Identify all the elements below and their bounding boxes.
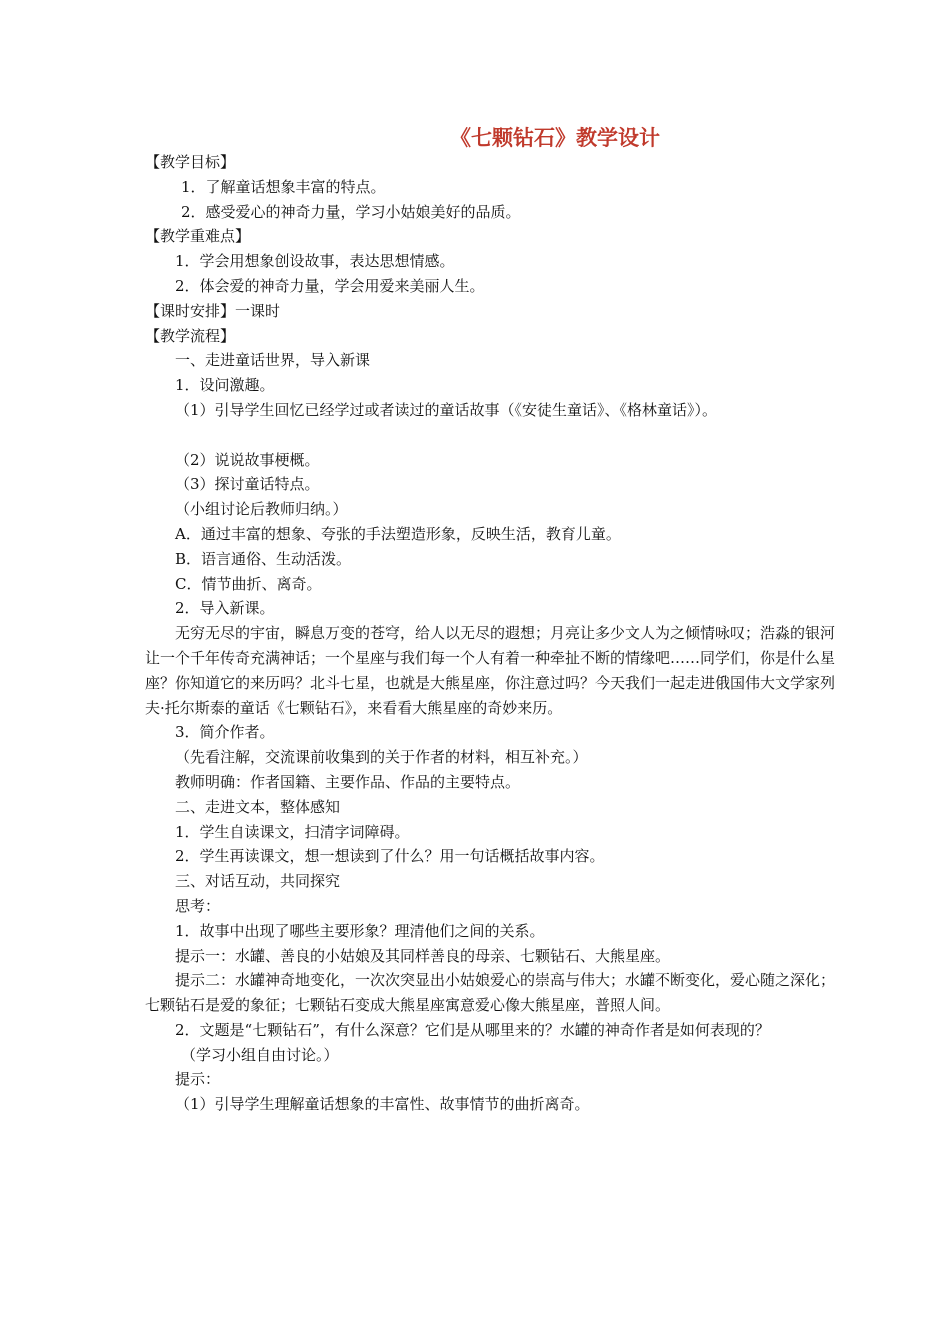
text-line: 【教学流程】 bbox=[145, 326, 236, 345]
text-line: B．语言通俗、生动活泼。 bbox=[175, 549, 352, 568]
text-line: 2．体会爱的神奇力量，学会用爱来美丽人生。 bbox=[175, 276, 485, 295]
blank-line bbox=[145, 423, 835, 448]
text-line: （3）探讨童话特点。 bbox=[175, 475, 320, 494]
text-line: 三、对话互动，共同探究 bbox=[175, 872, 341, 891]
text-line: 提示一：水罐、善良的小姑娘及其同样善良的母亲、七颗钻石、大熊星座。 bbox=[175, 946, 671, 965]
text-line: 【教学重难点】 bbox=[145, 227, 251, 246]
text-line: 二、走进文本，整体感知 bbox=[175, 797, 341, 816]
page-title: 《七颗钻石》教学设计 bbox=[450, 126, 660, 150]
text-line: 1．学生自读课文，扫清字词障碍。 bbox=[175, 822, 410, 841]
text-line: 教师明确：作者国籍、主要作品、作品的主要特点。 bbox=[175, 772, 521, 791]
text-line: A．通过丰富的想象、夸张的手法塑造形象，反映生活，教育儿童。 bbox=[175, 524, 621, 543]
text-line: 提示二：水罐神奇地变化，一次次突显出小姑娘爱心的崇高与伟大；水罐不断变化，爱心随之深化；七颗钻石是爱的象征；七颗钻石变成大熊星座寓意爱心像大熊星座，普照人间。 bbox=[145, 971, 836, 1015]
text-line: 3．简介作者。 bbox=[175, 723, 275, 742]
text-line: 1．了解童话想象丰富的特点。 bbox=[181, 177, 386, 196]
text-line: 一、走进童话世界，导入新课 bbox=[175, 351, 371, 370]
text-line: 无穷无尽的宇宙，瞬息万变的苍穹，给人以无尽的遐想；月亮让多少文人为之倾情咏叹；浩淼的银河让一个千年传奇充满神话；一个星座与我们每一个人有着一种牵扯不断的情缘吧……同学们，你是什么星座？你知道它的来历吗？北斗七星，也就是大熊星座，你注意过吗？今天我们一起走进俄国伟大文学家列夫·托尔斯泰的童话《七颗钻石》，来看看大熊星座的奇妙来历。 bbox=[145, 624, 836, 717]
text-line: 2．学生再读课文，想一想读到了什么？用一句话概括故事内容。 bbox=[175, 847, 605, 866]
text-line: 2．感受爱心的神奇力量，学习小姑娘美好的品质。 bbox=[181, 202, 521, 221]
text-line: 1．设问激趣。 bbox=[175, 376, 275, 395]
text-line: （小组讨论后教师归纳。） bbox=[175, 500, 348, 519]
document-body bbox=[145, 150, 835, 1117]
text-line: 提示： bbox=[175, 1070, 221, 1089]
text-line: （1）引导学生理解童话想象的丰富性、故事情节的曲折离奇。 bbox=[175, 1095, 590, 1114]
text-line: 1．故事中出现了哪些主要形象？理清他们之间的关系。 bbox=[175, 921, 545, 940]
text-line: 【教学目标】 bbox=[145, 153, 236, 171]
text-line: 思考： bbox=[175, 896, 221, 915]
text-line: （1）引导学生回忆已经学过或者读过的童话故事（《安徒生童话》、《格林童话》）。 bbox=[175, 400, 718, 419]
text-line: 2．文题是“七颗钻石”，有什么深意？它们是从哪里来的？水罐的神奇作者是如何表现的？ bbox=[175, 1020, 770, 1039]
text-line: （学习小组自由讨论。） bbox=[181, 1045, 339, 1064]
text-line: 2．导入新课。 bbox=[175, 599, 275, 618]
text-line: 1．学会用想象创设故事，表达思想情感。 bbox=[175, 252, 455, 271]
text-line: 【课时安排】一课时 bbox=[145, 301, 281, 320]
text-line: （先看注解，交流课前收集到的关于作者的材料，相互补充。） bbox=[175, 748, 588, 767]
text-line: C．情节曲折、离奇。 bbox=[175, 574, 322, 593]
text-line: （2）说说故事梗概。 bbox=[175, 450, 320, 469]
